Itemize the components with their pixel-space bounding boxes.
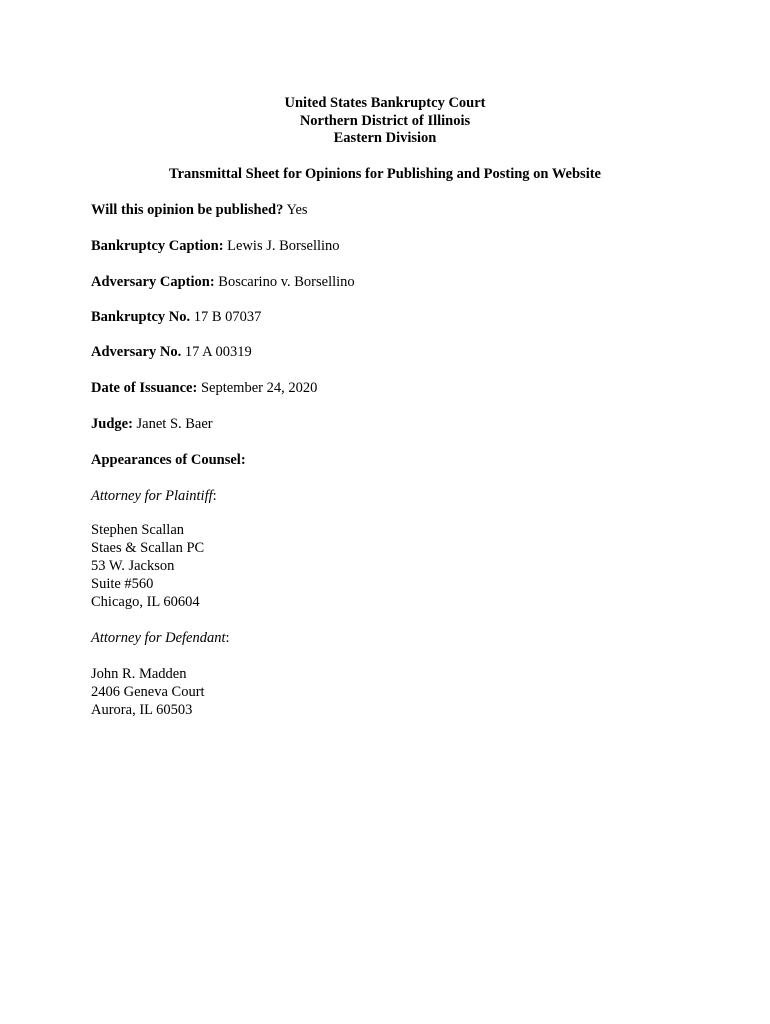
plaintiff-attorney-city: Chicago, IL 60604 xyxy=(91,594,200,610)
plaintiff-attorney-street: 53 W. Jackson xyxy=(91,558,175,574)
appearances-label: Appearances of Counsel: xyxy=(91,452,246,468)
plaintiff-attorney-suite: Suite #560 xyxy=(91,576,154,592)
adversary-caption-value: Boscarino v. Borsellino xyxy=(218,274,355,290)
plaintiff-attorney-name: Stephen Scallan xyxy=(91,522,185,538)
defendant-attorney-heading xyxy=(91,629,230,647)
bankruptcy-number-label: Bankruptcy No. xyxy=(91,309,191,325)
bankruptcy-caption-value: Lewis J. Borsellino xyxy=(227,238,340,254)
appearances-field xyxy=(91,451,246,469)
bankruptcy-number-field xyxy=(91,308,261,326)
plaintiff-attorney-address xyxy=(91,521,204,611)
bankruptcy-number-value: 17 B 07037 xyxy=(193,309,262,325)
judge-value: Janet S. Baer xyxy=(136,416,213,432)
adversary-number-label: Adversary No. xyxy=(91,344,182,360)
adversary-caption-label: Adversary Caption: xyxy=(91,274,215,290)
plaintiff-attorney-heading-colon: : xyxy=(212,488,217,504)
defendant-attorney-city: Aurora, IL 60503 xyxy=(91,702,193,718)
defendant-attorney-address xyxy=(91,665,205,719)
bankruptcy-caption-field xyxy=(91,237,340,255)
defendant-attorney-heading-text: Attorney for Defendant xyxy=(91,630,226,646)
defendant-attorney-heading-colon: : xyxy=(225,630,230,646)
court-district: Northern District of Illinois xyxy=(299,112,471,129)
court-header xyxy=(0,94,770,147)
date-of-issuance-label: Date of Issuance: xyxy=(91,380,198,396)
court-division: Eastern Division xyxy=(333,130,437,146)
judge-field xyxy=(91,415,213,433)
judge-label: Judge: xyxy=(91,416,133,432)
published-label: Will this opinion be published? xyxy=(91,202,284,218)
court-name: United States Bankruptcy Court xyxy=(284,95,486,111)
plaintiff-attorney-heading xyxy=(91,487,217,505)
published-field xyxy=(91,201,308,219)
plaintiff-attorney-heading-text: Attorney for Plaintiff xyxy=(91,488,213,504)
bankruptcy-caption-label: Bankruptcy Caption: xyxy=(91,238,224,254)
plaintiff-attorney-firm: Staes & Scallan PC xyxy=(91,540,205,556)
date-of-issuance-value: September 24, 2020 xyxy=(200,380,318,396)
adversary-number-value: 17 A 00319 xyxy=(184,344,252,360)
published-value: Yes xyxy=(286,202,308,218)
date-of-issuance-field xyxy=(91,379,317,397)
adversary-caption-field xyxy=(91,273,355,291)
defendant-attorney-name: John R. Madden xyxy=(91,666,187,682)
adversary-number-field xyxy=(91,343,252,361)
defendant-attorney-street: 2406 Geneva Court xyxy=(91,684,205,700)
document-title: Transmittal Sheet for Opinions for Publishing and Posting on Website xyxy=(169,166,601,182)
